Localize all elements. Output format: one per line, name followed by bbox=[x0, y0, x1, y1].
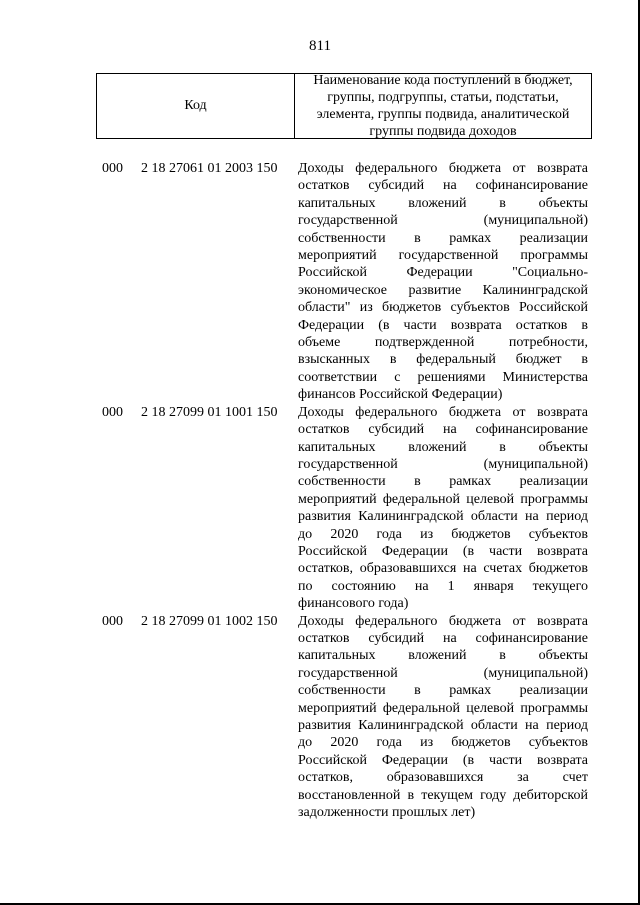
description-line: финансового года) bbox=[298, 596, 409, 612]
page-number: 811 bbox=[309, 38, 331, 54]
description-line: восстановленной в текущем году дебиторской bbox=[298, 787, 588, 803]
description-line: Доходы федерального бюджета от возврата bbox=[298, 161, 588, 176]
description-line: Доходы федерального бюджета от возврата bbox=[298, 404, 588, 420]
description-line: области" из бюджетов субъектов Российской bbox=[298, 300, 588, 316]
description-line: капитальных вложений в объекты bbox=[298, 439, 588, 455]
budget-classification-code: 2 18 27099 01 1001 150 bbox=[141, 404, 278, 420]
description-line: остатков, образовавшихся на счетах бюджетов bbox=[298, 561, 588, 577]
table-row bbox=[0, 160, 640, 404]
description-line: задолженности прошлых лет) bbox=[298, 805, 476, 821]
description-line: остатков, образовавшихся за счет bbox=[298, 770, 588, 786]
description-line: по состоянию на 1 января текущего bbox=[298, 578, 588, 594]
description-line: мероприятий федеральной целевой программы bbox=[298, 491, 588, 507]
description-line: развития Калининградской области на период bbox=[298, 718, 588, 733]
description-line: до 2020 года из бюджетов субъектов bbox=[298, 735, 588, 751]
description-line: государственной (муниципальной) bbox=[298, 456, 588, 472]
description-line: государственной (муниципальной) bbox=[298, 213, 588, 229]
admin-code: 000 bbox=[102, 161, 123, 176]
description-line: Федерации (в части возврата остатков в bbox=[298, 317, 588, 333]
description-line: взысканных в федеральный бюджет в bbox=[298, 352, 588, 368]
description-line: собственности в рамках реализации bbox=[298, 683, 588, 699]
income-description bbox=[298, 613, 588, 822]
income-description bbox=[298, 160, 588, 404]
table-header bbox=[96, 73, 592, 139]
description-line: до 2020 года из бюджетов субъектов bbox=[298, 526, 588, 542]
table-row bbox=[0, 613, 640, 822]
description-line: остатков субсидий на софинансирование bbox=[298, 630, 588, 646]
description-line: капитальных вложений в объекты bbox=[298, 648, 588, 664]
description-line: Российской Федерации (в части возврата bbox=[298, 543, 588, 559]
budget-classification-code: 2 18 27061 01 2003 150 bbox=[141, 161, 278, 176]
description-line: собственности в рамках реализации bbox=[298, 230, 588, 246]
description-line: государственной (муниципальной) bbox=[298, 665, 588, 681]
description-line: финансов Российской Федерации) bbox=[298, 387, 503, 403]
budget-classification-code: 2 18 27099 01 1002 150 bbox=[141, 613, 278, 629]
description-line: Доходы федерального бюджета от возврата bbox=[298, 613, 588, 629]
admin-code: 000 bbox=[102, 404, 123, 420]
description-line: объеме подтвержденной потребности, bbox=[298, 335, 588, 351]
description-line: Российской Федерации (в части возврата bbox=[298, 752, 588, 768]
income-description bbox=[298, 404, 588, 613]
table-body bbox=[0, 160, 640, 821]
description-line: остатков субсидий на софинансирование bbox=[298, 178, 588, 194]
description-line: капитальных вложений в объекты bbox=[298, 195, 588, 211]
description-line: экономическое развитие Калининградской bbox=[298, 282, 588, 298]
description-line: Российской Федерации "Социально- bbox=[298, 265, 588, 281]
description-line: развития Калининградской области на период bbox=[298, 509, 588, 525]
description-line: собственности в рамках реализации bbox=[298, 474, 588, 490]
description-line: остатков субсидий на софинансирование bbox=[298, 422, 588, 438]
description-line: соответствии с решениями Министерства bbox=[298, 369, 588, 385]
description-line: мероприятий государственной программы bbox=[298, 248, 588, 264]
header-name-column: Наименование кода поступлений в бюджет, группы, подгруппы, статьи, подстатьи, элемента, группы подвида, аналитической группы подвида доходов bbox=[313, 73, 573, 139]
description-line: мероприятий федеральной целевой программы bbox=[298, 700, 588, 716]
header-code-column: Код bbox=[97, 74, 295, 138]
table-row bbox=[0, 404, 640, 613]
admin-code: 000 bbox=[102, 613, 123, 629]
